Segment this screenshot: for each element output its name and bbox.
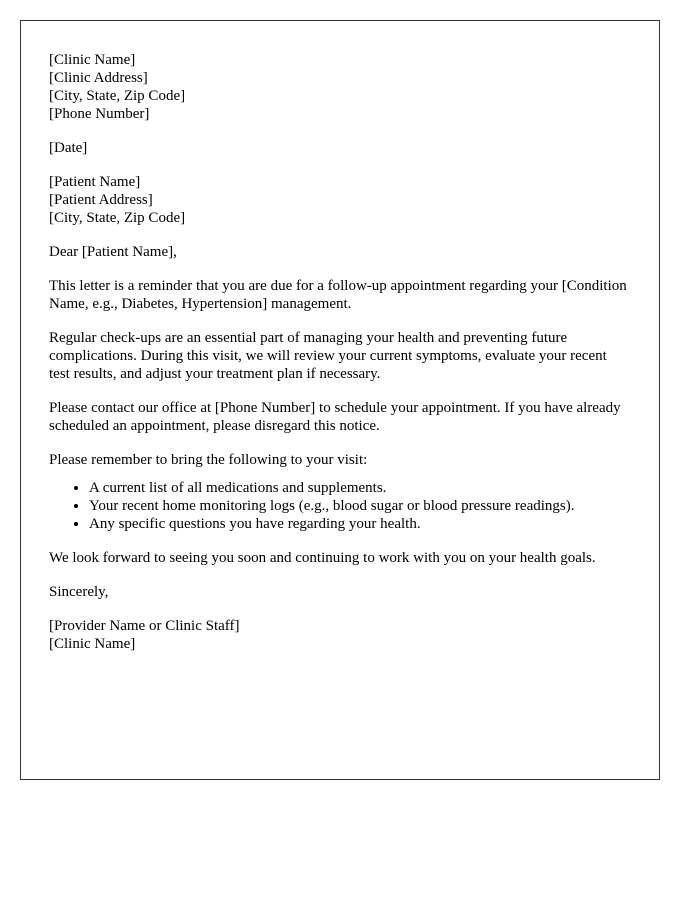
paragraph-checkups: Regular check-ups are an essential part of managing your health and preventing future complications. During this visit, we will review your current symptoms, evaluate your recent test results, and adjust your treatment plan if necessary.: [49, 330, 607, 382]
recipient-patient-name: [Patient Name]: [49, 174, 141, 190]
sender-city-state-zip: [City, State, Zip Code]: [49, 88, 186, 104]
list-item: • Your recent home monitoring logs (e.g., blood sugar or blood pressure readings).: [89, 497, 631, 515]
closing-sincerely: Sincerely,: [49, 584, 109, 600]
sender-address-block: [49, 51, 631, 123]
signature-clinic-name: [Clinic Name]: [49, 636, 136, 652]
signature-block: [49, 617, 631, 653]
paragraph-bring-items: Please remember to bring the following to your visit:: [49, 452, 368, 468]
signature-provider: [Provider Name or Clinic Staff]: [49, 618, 240, 634]
sender-clinic-name: [Clinic Name]: [49, 52, 136, 68]
bring-items-list: [49, 479, 631, 533]
recipient-patient-address: [Patient Address]: [49, 192, 153, 208]
letter-date: [Date]: [49, 140, 88, 156]
date-block: [49, 139, 631, 157]
sender-phone: [Phone Number]: [49, 106, 150, 122]
sender-clinic-address: [Clinic Address]: [49, 70, 148, 86]
paragraph-contact: Please contact our office at [Phone Number] to schedule your appointment. If you have already scheduled an appointment, please disregard this notice.: [49, 400, 621, 434]
paragraph-closing: We look forward to seeing you soon and continuing to work with you on your health goals.: [49, 550, 596, 566]
list-item: • Any specific questions you have regarding your health.: [89, 515, 631, 533]
paragraph-reminder: This letter is a reminder that you are due for a follow-up appointment regarding your [Condition Name, e.g., Diabetes, Hypertension] management.: [49, 278, 627, 312]
list-item: • A current list of all medications and supplements.: [89, 479, 631, 497]
letter-page: [20, 20, 660, 780]
recipient-address-block: [49, 173, 631, 227]
salutation: Dear [Patient Name],: [49, 244, 177, 260]
recipient-city-state-zip: [City, State, Zip Code]: [49, 210, 186, 226]
